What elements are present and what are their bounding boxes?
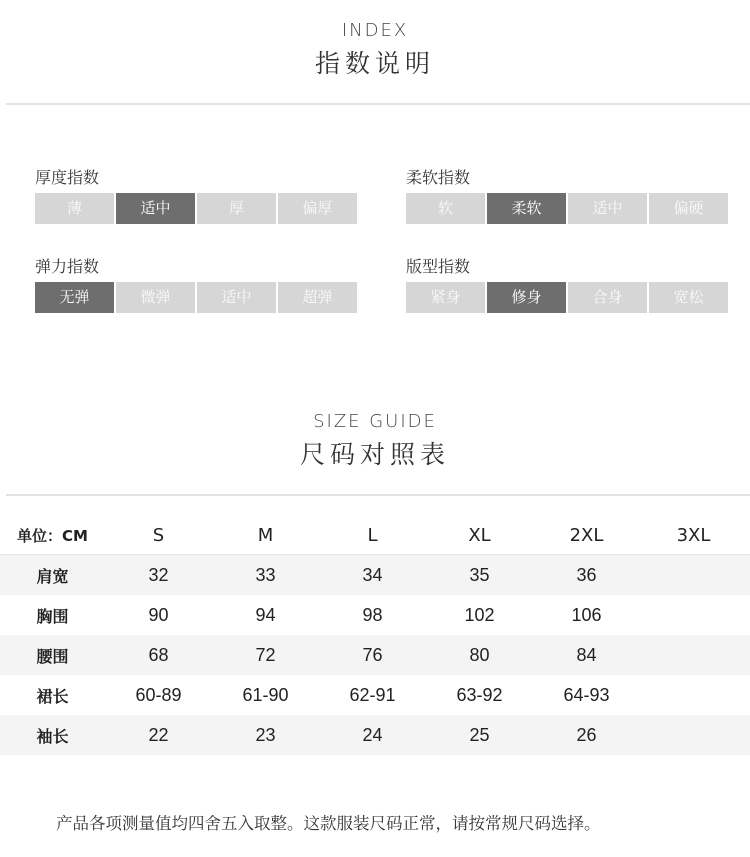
table-row (0, 595, 750, 635)
table-cell: 72 (255, 644, 276, 665)
table-header-row (0, 518, 750, 552)
table-cell: 32 (148, 564, 169, 585)
index-title-cn: 指数说明 (314, 49, 435, 78)
indicator-elasticity (35, 255, 359, 313)
indicator-title: 弹力指数 (35, 257, 100, 276)
table-cell: 64-93 (563, 684, 610, 705)
row-label: 胸围 (36, 606, 69, 626)
size-guide-title-en: SIZE GUIDE (313, 411, 437, 432)
table-cell: 102 (464, 604, 495, 625)
indicator-option-selected: 无弹 (35, 282, 114, 313)
table-cell: 80 (469, 644, 490, 665)
indicator-softness (406, 166, 730, 224)
table-cell: 23 (255, 724, 276, 745)
indicator-bar (406, 193, 730, 224)
indicator-option: 厚 (197, 193, 276, 224)
indicator-option: 薄 (35, 193, 114, 224)
table-row (0, 675, 750, 715)
indicator-option: 适中 (197, 282, 276, 313)
size-note: 产品各项测量值均四舍五入取整。这款服装尺码正常，请按常规尺码选择。 (56, 814, 601, 833)
table-row (0, 715, 750, 755)
indicator-option-selected: 适中 (116, 193, 195, 224)
size-header: M (257, 524, 274, 546)
indicator-option-selected: 修身 (487, 282, 566, 313)
table-cell: 98 (362, 604, 383, 625)
size-table (0, 518, 750, 755)
indicator-option-selected: 柔软 (487, 193, 566, 224)
row-label: 腰围 (36, 646, 69, 666)
index-header (0, 20, 750, 80)
indicator-title: 版型指数 (406, 257, 471, 276)
table-cell: 24 (362, 724, 383, 745)
table-cell: 84 (576, 644, 597, 665)
size-header: 2XL (569, 524, 604, 546)
row-label: 裙长 (36, 686, 69, 706)
unit-label: 单位：CM (17, 526, 88, 545)
indicator-fit (406, 255, 730, 313)
indicator-option: 合身 (568, 282, 647, 313)
table-cell: 35 (469, 564, 490, 585)
table-cell: 76 (362, 644, 383, 665)
table-cell: 60-89 (135, 684, 182, 705)
table-cell: 61-90 (242, 684, 289, 705)
table-cell: 62-91 (349, 684, 396, 705)
table-cell: 26 (576, 724, 597, 745)
indicator-option: 宽松 (649, 282, 728, 313)
table-cell: 34 (362, 564, 383, 585)
indicator-option: 超弹 (278, 282, 357, 313)
indicator-option: 软 (406, 193, 485, 224)
table-cell: 33 (255, 564, 276, 585)
size-header: XL (468, 524, 491, 546)
divider (6, 103, 750, 105)
table-row (0, 555, 750, 595)
indicator-bar (35, 193, 359, 224)
indicator-option: 适中 (568, 193, 647, 224)
index-title-en: INDEX (341, 20, 409, 41)
size-header: S (152, 524, 165, 546)
size-header: 3XL (676, 524, 711, 546)
table-row (0, 635, 750, 675)
table-cell: 94 (255, 604, 276, 625)
indicator-bar (35, 282, 359, 313)
size-guide-title-cn: 尺码对照表 (299, 440, 450, 469)
table-cell: 68 (148, 644, 169, 665)
table-cell: 63-92 (456, 684, 503, 705)
row-label: 肩宽 (36, 566, 69, 586)
indicator-option: 微弹 (116, 282, 195, 313)
indicator-bar (406, 282, 730, 313)
indicator-thickness (35, 166, 359, 224)
size-header: L (367, 524, 378, 546)
indicator-title: 厚度指数 (35, 168, 100, 187)
table-cell: 36 (576, 564, 597, 585)
indicator-option: 偏厚 (278, 193, 357, 224)
indicator-option: 紧身 (406, 282, 485, 313)
table-cell: 90 (148, 604, 169, 625)
table-cell: 106 (571, 604, 602, 625)
size-guide-header (0, 411, 750, 471)
indicator-title: 柔软指数 (406, 168, 471, 187)
indicator-option: 偏硬 (649, 193, 728, 224)
table-cell: 22 (148, 724, 169, 745)
row-label: 袖长 (36, 726, 69, 746)
divider (6, 494, 750, 496)
table-cell: 25 (469, 724, 490, 745)
